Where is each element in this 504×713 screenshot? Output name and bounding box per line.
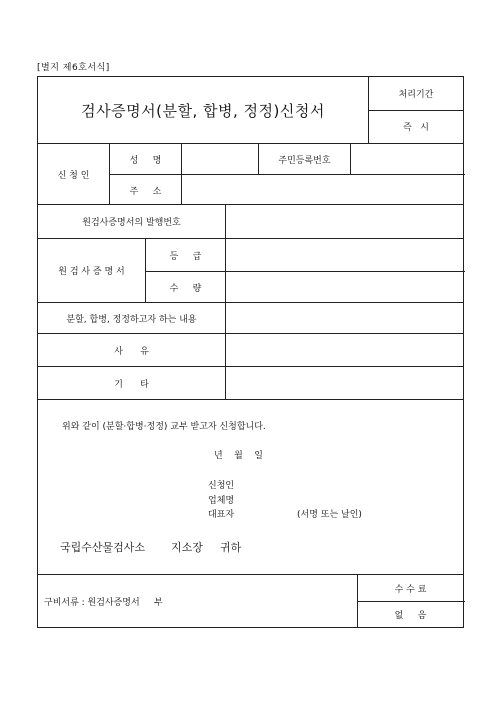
- original-cert-number-label: 원검사증명서의 발행번호: [82, 218, 181, 228]
- grade-label-cell: [146, 239, 226, 271]
- documents-fee-row: [38, 575, 463, 627]
- resident-no-label-cell: [259, 144, 351, 174]
- other-label-cell: [38, 367, 226, 399]
- content-label-cell: [38, 303, 226, 333]
- original-cert-label-cell: [38, 239, 146, 302]
- applicant-label-cell: [38, 144, 110, 204]
- reason-label-cell: [38, 334, 226, 366]
- fee-label-cell: [358, 575, 463, 601]
- reason-label: 사 유: [114, 346, 149, 357]
- application-form: [37, 76, 464, 628]
- original-cert-label: 원 검 사 증 명 서: [58, 267, 125, 277]
- other-label: 기 타: [114, 379, 149, 390]
- address-label-cell: [110, 175, 182, 205]
- title-row: [38, 77, 463, 144]
- documents-cell: [38, 575, 358, 627]
- resident-no-field[interactable]: [351, 144, 463, 174]
- addressee-office: 국립수산물검사소: [60, 541, 146, 554]
- fee-value: 없 음: [394, 610, 427, 621]
- grade-label: 등 급: [169, 251, 202, 262]
- quantity-field[interactable]: [226, 272, 463, 303]
- content-row: [38, 303, 463, 334]
- date-line: 년 월 일: [214, 451, 263, 461]
- reason-field[interactable]: [226, 334, 463, 366]
- address-label: 주 소: [129, 186, 162, 197]
- resident-no-label: 주민등록번호: [278, 155, 331, 166]
- applicant-row: [38, 144, 463, 205]
- addressee-honorific: 귀하: [220, 541, 242, 554]
- sign-note: (서명 또는 날인): [297, 510, 362, 520]
- name-label: 성 명: [129, 155, 162, 166]
- content-label: 분할, 합병, 정정하고자 하는 내용: [66, 314, 197, 325]
- name-label-cell: [110, 144, 182, 174]
- content-field[interactable]: [226, 303, 463, 333]
- other-row: [38, 367, 463, 400]
- grade-field[interactable]: [226, 239, 463, 271]
- fee-label: 수 수 료: [394, 584, 427, 595]
- form-number-label: [별지 제6호서식]: [37, 63, 110, 73]
- original-cert-number-field[interactable]: [226, 205, 463, 238]
- fee-value-cell: [358, 601, 463, 627]
- other-field[interactable]: [226, 367, 463, 399]
- applicant-label: 신 청 인: [57, 170, 90, 181]
- quantity-label: 수 량: [169, 284, 202, 294]
- original-cert-row: [38, 239, 463, 303]
- signer-representative-label: 대표자: [208, 510, 235, 520]
- documents-text: 구비서류 : 원검사증명서 부: [44, 597, 163, 608]
- addressee-head: 지소장: [171, 541, 203, 554]
- quantity-label-cell: [146, 272, 226, 303]
- processing-period-value: 즉 시: [403, 123, 429, 133]
- form-title: 검사증명서(분할, 합병, 정정)신청서: [81, 101, 325, 120]
- processing-period-cell: [369, 77, 463, 143]
- statement-text: 위와 같이 (분할·합병·정정) 교부 받고자 신청합니다.: [62, 422, 266, 432]
- original-cert-number-label-cell: [38, 205, 226, 238]
- signer-company-label: 업체명: [208, 496, 235, 506]
- address-field[interactable]: [182, 175, 463, 205]
- signer-applicant-label: 신청인: [208, 481, 235, 491]
- name-field[interactable]: [182, 144, 259, 174]
- statement-area: [38, 400, 463, 575]
- form-title-cell: [38, 77, 369, 143]
- original-cert-number-row: [38, 205, 463, 239]
- processing-period-label: 처리기간: [398, 90, 434, 100]
- reason-row: [38, 334, 463, 367]
